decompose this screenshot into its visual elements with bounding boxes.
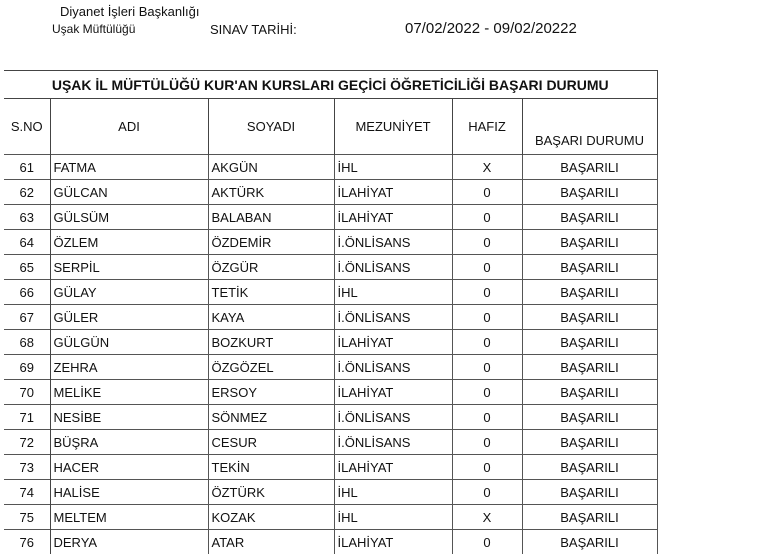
cell-name: ZEHRA	[50, 355, 208, 380]
cell-name: GÜLGÜN	[50, 330, 208, 355]
cell-status: BAŞARILI	[522, 330, 657, 355]
cell-status: BAŞARILI	[522, 255, 657, 280]
column-header-name: ADI	[50, 99, 208, 155]
cell-education: İHL	[334, 155, 452, 180]
cell-surname: ÖZDEMİR	[208, 230, 334, 255]
exam-date-value: 07/02/2022 - 09/02/20222	[405, 20, 577, 37]
cell-surname: AKGÜN	[208, 155, 334, 180]
cell-education: İ.ÖNLİSANS	[334, 355, 452, 380]
table-row	[4, 355, 657, 380]
cell-surname: KOZAK	[208, 505, 334, 530]
cell-status: BAŞARILI	[522, 180, 657, 205]
cell-surname: ÖZGÖZEL	[208, 355, 334, 380]
cell-status: BAŞARILI	[522, 205, 657, 230]
table-row	[4, 305, 657, 330]
cell-sno: 74	[4, 480, 50, 505]
cell-sno: 63	[4, 205, 50, 230]
table-row	[4, 430, 657, 455]
cell-name: MELTEM	[50, 505, 208, 530]
cell-surname: CESUR	[208, 430, 334, 455]
results-table	[4, 70, 658, 554]
office-name: Uşak Müftülüğü	[52, 22, 136, 36]
cell-name: HACER	[50, 455, 208, 480]
cell-surname: SÖNMEZ	[208, 405, 334, 430]
column-header-status: BAŞARI DURUMU	[522, 99, 657, 155]
cell-sno: 73	[4, 455, 50, 480]
cell-surname: ÖZGÜR	[208, 255, 334, 280]
cell-name: ÖZLEM	[50, 230, 208, 255]
cell-status: BAŞARILI	[522, 455, 657, 480]
cell-sno: 75	[4, 505, 50, 530]
table-row	[4, 180, 657, 205]
cell-surname: TEKİN	[208, 455, 334, 480]
column-header-sno: S.NO	[4, 99, 50, 155]
table-row	[4, 280, 657, 305]
cell-status: BAŞARILI	[522, 230, 657, 255]
cell-hafiz: X	[452, 155, 522, 180]
table-row	[4, 455, 657, 480]
cell-surname: KAYA	[208, 305, 334, 330]
table-row	[4, 505, 657, 530]
cell-education: İ.ÖNLİSANS	[334, 230, 452, 255]
cell-education: İLAHİYAT	[334, 455, 452, 480]
table-body	[4, 155, 657, 554]
cell-status: BAŞARILI	[522, 155, 657, 180]
cell-name: HALİSE	[50, 480, 208, 505]
cell-hafiz: 0	[452, 180, 522, 205]
cell-name: NESİBE	[50, 405, 208, 430]
cell-status: BAŞARILI	[522, 480, 657, 505]
column-header-education: MEZUNİYET	[334, 99, 452, 155]
cell-name: MELİKE	[50, 380, 208, 405]
cell-hafiz: 0	[452, 230, 522, 255]
cell-status: BAŞARILI	[522, 305, 657, 330]
cell-name: GÜLAY	[50, 280, 208, 305]
cell-education: İLAHİYAT	[334, 330, 452, 355]
cell-education: İ.ÖNLİSANS	[334, 305, 452, 330]
cell-education: İ.ÖNLİSANS	[334, 405, 452, 430]
cell-status: BAŞARILI	[522, 405, 657, 430]
cell-sno: 71	[4, 405, 50, 430]
cell-hafiz: 0	[452, 530, 522, 554]
cell-status: BAŞARILI	[522, 355, 657, 380]
cell-education: İLAHİYAT	[334, 530, 452, 554]
cell-status: BAŞARILI	[522, 505, 657, 530]
cell-sno: 68	[4, 330, 50, 355]
cell-name: GÜLCAN	[50, 180, 208, 205]
cell-hafiz: 0	[452, 280, 522, 305]
cell-sno: 76	[4, 530, 50, 554]
cell-name: BÜŞRA	[50, 430, 208, 455]
cell-sno: 61	[4, 155, 50, 180]
cell-hafiz: 0	[452, 330, 522, 355]
cell-sno: 65	[4, 255, 50, 280]
table-row	[4, 255, 657, 280]
cell-hafiz: 0	[452, 205, 522, 230]
cell-hafiz: X	[452, 505, 522, 530]
table-row	[4, 380, 657, 405]
cell-name: FATMA	[50, 155, 208, 180]
cell-surname: ÖZTÜRK	[208, 480, 334, 505]
column-header-surname: SOYADI	[208, 99, 334, 155]
cell-status: BAŞARILI	[522, 280, 657, 305]
cell-hafiz: 0	[452, 455, 522, 480]
cell-name: DERYA	[50, 530, 208, 554]
cell-hafiz: 0	[452, 405, 522, 430]
table-row	[4, 530, 657, 554]
cell-education: İHL	[334, 280, 452, 305]
cell-hafiz: 0	[452, 480, 522, 505]
cell-surname: ERSOY	[208, 380, 334, 405]
cell-sno: 67	[4, 305, 50, 330]
cell-sno: 66	[4, 280, 50, 305]
column-header-row	[4, 99, 657, 155]
table-row	[4, 330, 657, 355]
table-row	[4, 205, 657, 230]
cell-hafiz: 0	[452, 255, 522, 280]
cell-name: GÜLSÜM	[50, 205, 208, 230]
cell-sno: 72	[4, 430, 50, 455]
cell-hafiz: 0	[452, 430, 522, 455]
results-table-wrapper	[4, 70, 657, 554]
cell-education: İHL	[334, 480, 452, 505]
cell-status: BAŞARILI	[522, 530, 657, 554]
cell-surname: BOZKURT	[208, 330, 334, 355]
exam-date-label: SINAV TARİHİ:	[210, 22, 297, 37]
cell-surname: TETİK	[208, 280, 334, 305]
column-header-hafiz: HAFIZ	[452, 99, 522, 155]
cell-hafiz: 0	[452, 355, 522, 380]
cell-education: İHL	[334, 505, 452, 530]
cell-education: İLAHİYAT	[334, 205, 452, 230]
cell-hafiz: 0	[452, 305, 522, 330]
table-title: UŞAK İL MÜFTÜLÜĞÜ KUR'AN KURSLARI GEÇİCİ ÖĞRETİCİLİĞİ BAŞARI DURUMU	[4, 71, 657, 99]
cell-sno: 69	[4, 355, 50, 380]
cell-surname: AKTÜRK	[208, 180, 334, 205]
table-row	[4, 405, 657, 430]
table-row	[4, 480, 657, 505]
cell-name: SERPİL	[50, 255, 208, 280]
cell-hafiz: 0	[452, 380, 522, 405]
cell-education: İ.ÖNLİSANS	[334, 255, 452, 280]
cell-sno: 64	[4, 230, 50, 255]
table-row	[4, 155, 657, 180]
cell-status: BAŞARILI	[522, 380, 657, 405]
cell-sno: 70	[4, 380, 50, 405]
table-row	[4, 230, 657, 255]
cell-surname: BALABAN	[208, 205, 334, 230]
cell-name: GÜLER	[50, 305, 208, 330]
organization-name: Diyanet İşleri Başkanlığı	[60, 4, 200, 19]
cell-education: İLAHİYAT	[334, 380, 452, 405]
cell-surname: ATAR	[208, 530, 334, 554]
cell-education: İLAHİYAT	[334, 180, 452, 205]
cell-status: BAŞARILI	[522, 430, 657, 455]
cell-sno: 62	[4, 180, 50, 205]
cell-education: İ.ÖNLİSANS	[334, 430, 452, 455]
